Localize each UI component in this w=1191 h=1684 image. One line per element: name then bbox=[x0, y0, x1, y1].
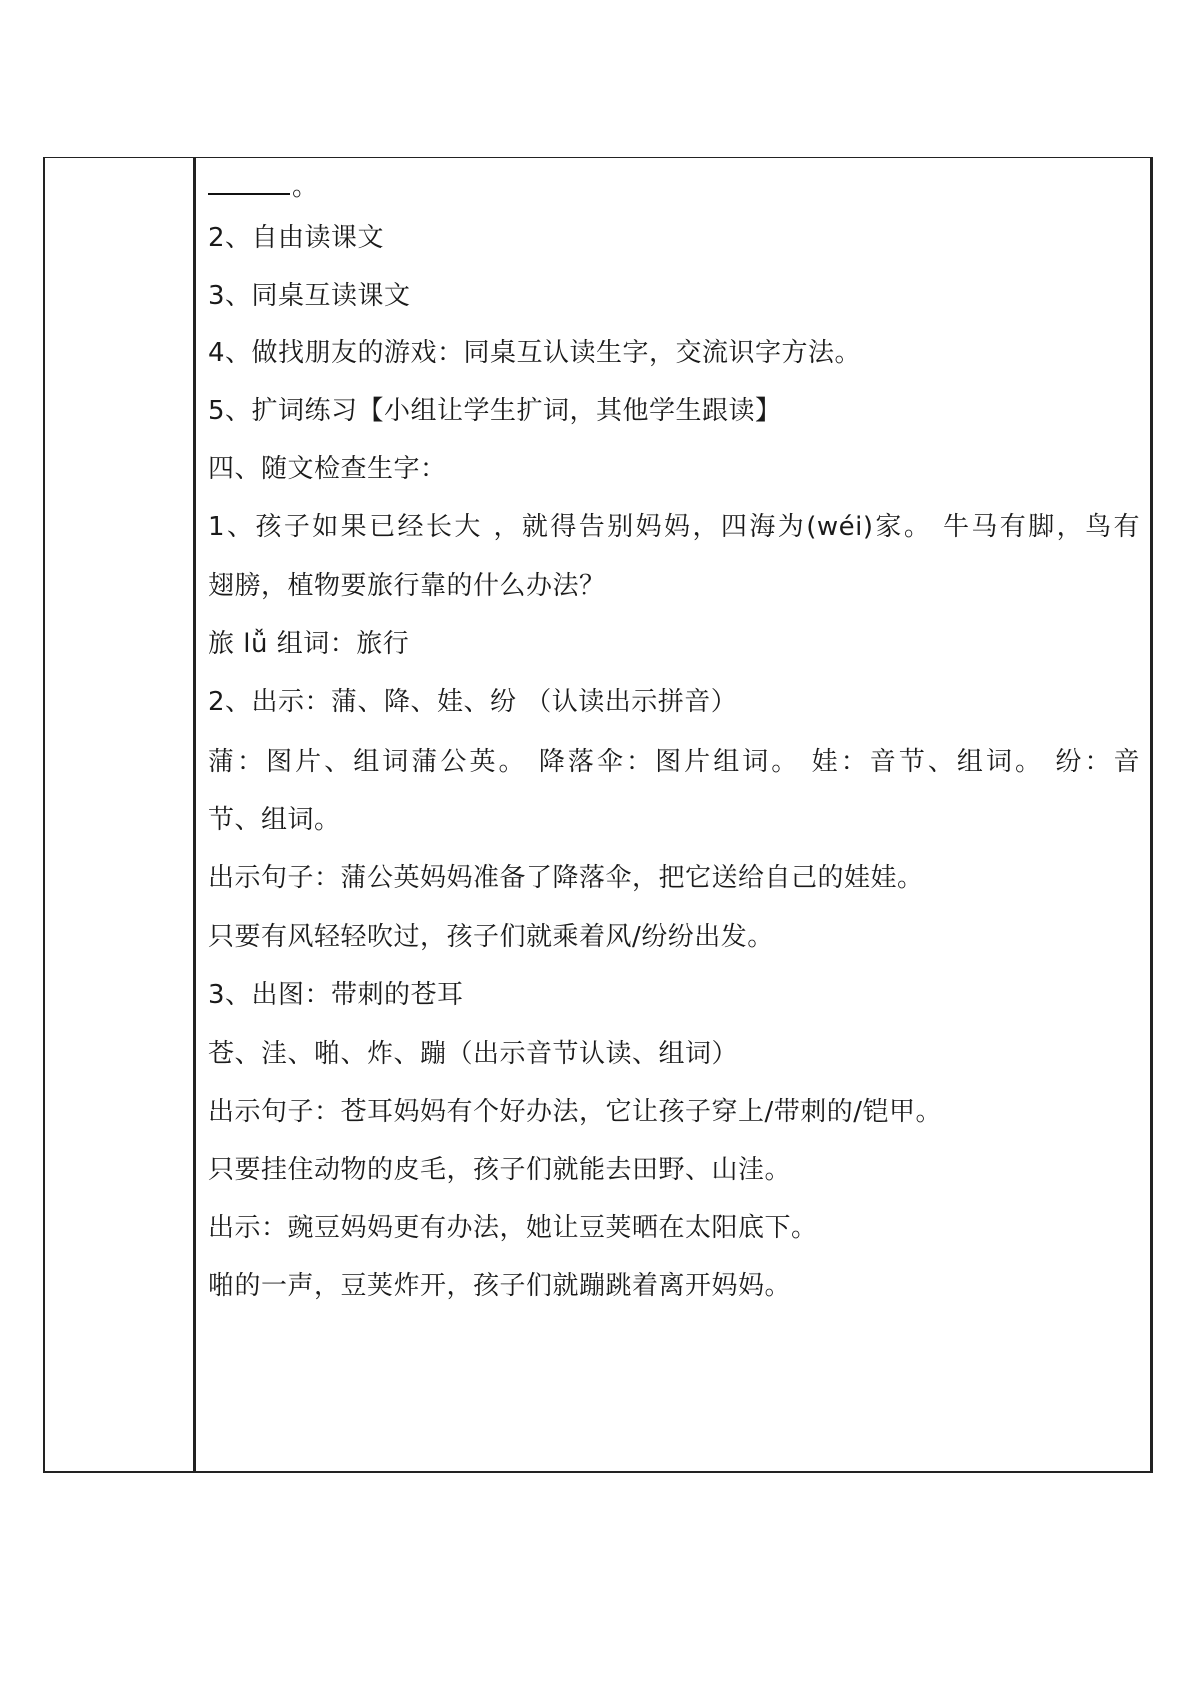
text-line: 旅 lǚ 组词：旅行 bbox=[208, 629, 410, 659]
fill-in-blank bbox=[208, 173, 290, 195]
text-line: 翅膀，植物要旅行靠的什么办法？ bbox=[208, 571, 606, 601]
text-line: 2、自由读课文 bbox=[208, 223, 385, 253]
column-divider bbox=[193, 158, 196, 1471]
text-line: 出示句子：蒲公英妈妈准备了降落伞，把它送给自己的娃娃。 bbox=[208, 863, 924, 893]
text-line: 四、随文检查生字： bbox=[208, 454, 447, 484]
text-line: 1、孩子如果已经长大 ，就得告别妈妈，四海为(wéi)家。 牛马有脚，鸟有 bbox=[208, 512, 1140, 542]
text-line: 出示：豌豆妈妈更有办法，她让豆荚晒在太阳底下。 bbox=[208, 1213, 818, 1243]
text-line: 5、扩词练习【小组让学生扩词，其他学生跟读】 bbox=[208, 396, 782, 426]
text-line: 4、做找朋友的游戏：同桌互认读生字，交流识字方法。 bbox=[208, 338, 862, 368]
lesson-table bbox=[43, 157, 1153, 1473]
text-line: 节、组词。 bbox=[208, 805, 341, 835]
text-line: 3、同桌互读课文 bbox=[208, 281, 411, 311]
content-cell bbox=[208, 158, 1140, 1471]
text-line: 苍、洼、啪、炸、蹦（出示音节认读、组词） bbox=[208, 1039, 739, 1069]
text-line: 蒲：图片、组词蒲公英。 降落伞：图片组词。 娃：音节、组词。 纷：音 bbox=[208, 747, 1140, 777]
text-line: 出示句子：苍耳妈妈有个好办法，它让孩子穿上/带刺的/铠甲。 bbox=[208, 1097, 943, 1127]
text-line: 3、出图：带刺的苍耳 bbox=[208, 980, 464, 1010]
text-line: 啪的一声，豆荚炸开，孩子们就蹦跳着离开妈妈。 bbox=[208, 1271, 792, 1301]
text-line: 。 bbox=[208, 170, 1140, 204]
text-line: 只要挂住动物的皮毛，孩子们就能去田野、山洼。 bbox=[208, 1155, 792, 1185]
text-line: 2、出示：蒲、降、娃、纷 （认读出示拼音） bbox=[208, 687, 738, 717]
text-line: 只要有风轻轻吹过，孩子们就乘着风/纷纷出发。 bbox=[208, 922, 774, 952]
